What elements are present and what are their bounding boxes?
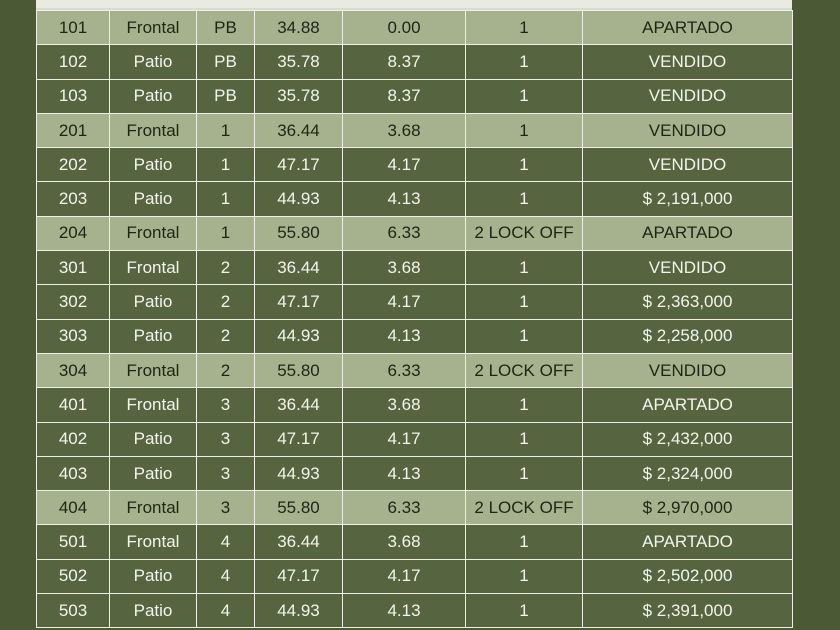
cell-unit-number: 402 <box>37 422 110 456</box>
cell-interior-area: 55.80 <box>255 216 343 250</box>
cell-exterior-area: 6.33 <box>343 491 466 525</box>
cell-configuration: 1 <box>466 182 583 216</box>
cell-price-status: $ 2,432,000 <box>583 422 793 456</box>
cell-unit-number: 101 <box>37 11 110 45</box>
table-row <box>37 251 793 285</box>
cell-level: 4 <box>197 559 255 593</box>
table-row <box>37 11 793 45</box>
cell-unit-number: 202 <box>37 148 110 182</box>
cell-orientation: Patio <box>110 45 197 79</box>
table-row <box>37 456 793 490</box>
cell-interior-area: 35.78 <box>255 45 343 79</box>
cell-unit-number: 404 <box>37 491 110 525</box>
cell-price-status: $ 2,502,000 <box>583 559 793 593</box>
cell-orientation: Patio <box>110 285 197 319</box>
cell-interior-area: 47.17 <box>255 285 343 319</box>
cell-configuration: 1 <box>466 148 583 182</box>
cell-orientation: Patio <box>110 182 197 216</box>
cell-configuration: 2 LOCK OFF <box>466 216 583 250</box>
cell-configuration: 1 <box>466 388 583 422</box>
cell-exterior-area: 6.33 <box>343 216 466 250</box>
cell-exterior-area: 4.17 <box>343 559 466 593</box>
cell-interior-area: 55.80 <box>255 491 343 525</box>
cell-unit-number: 301 <box>37 251 110 285</box>
cell-price-status: VENDIDO <box>583 353 793 387</box>
table-row <box>37 216 793 250</box>
cell-interior-area: 44.93 <box>255 456 343 490</box>
table-row <box>37 148 793 182</box>
cell-exterior-area: 3.68 <box>343 113 466 147</box>
cell-exterior-area: 4.13 <box>343 319 466 353</box>
cell-exterior-area: 4.13 <box>343 594 466 628</box>
cell-orientation: Frontal <box>110 11 197 45</box>
cell-orientation: Frontal <box>110 353 197 387</box>
cell-interior-area: 34.88 <box>255 11 343 45</box>
cell-orientation: Patio <box>110 79 197 113</box>
cell-level: 3 <box>197 422 255 456</box>
cell-level: 3 <box>197 456 255 490</box>
cell-price-status: $ 2,363,000 <box>583 285 793 319</box>
cell-interior-area: 36.44 <box>255 113 343 147</box>
cell-level: PB <box>197 45 255 79</box>
cell-orientation: Frontal <box>110 251 197 285</box>
cell-level: 2 <box>197 319 255 353</box>
cell-level: 1 <box>197 113 255 147</box>
cell-interior-area: 44.93 <box>255 319 343 353</box>
cell-configuration: 1 <box>466 319 583 353</box>
cell-orientation: Patio <box>110 594 197 628</box>
cell-unit-number: 304 <box>37 353 110 387</box>
cell-configuration: 1 <box>466 113 583 147</box>
cell-interior-area: 36.44 <box>255 388 343 422</box>
table-row <box>37 422 793 456</box>
cell-configuration: 1 <box>466 11 583 45</box>
table-row <box>37 285 793 319</box>
cell-configuration: 1 <box>466 251 583 285</box>
table-row <box>37 182 793 216</box>
cell-price-status: VENDIDO <box>583 251 793 285</box>
cell-interior-area: 47.17 <box>255 559 343 593</box>
cell-exterior-area: 4.13 <box>343 182 466 216</box>
cell-level: 4 <box>197 594 255 628</box>
cell-level: PB <box>197 11 255 45</box>
cell-price-status: VENDIDO <box>583 79 793 113</box>
cell-unit-number: 503 <box>37 594 110 628</box>
table-row <box>37 559 793 593</box>
cell-configuration: 1 <box>466 79 583 113</box>
cell-price-status: APARTADO <box>583 216 793 250</box>
cell-unit-number: 203 <box>37 182 110 216</box>
table-row <box>37 79 793 113</box>
cell-configuration: 1 <box>466 422 583 456</box>
cell-price-status: VENDIDO <box>583 45 793 79</box>
cell-orientation: Patio <box>110 456 197 490</box>
cell-price-status: VENDIDO <box>583 113 793 147</box>
table-row <box>37 319 793 353</box>
cell-interior-area: 47.17 <box>255 422 343 456</box>
cell-orientation: Patio <box>110 422 197 456</box>
cell-configuration: 2 LOCK OFF <box>466 353 583 387</box>
cell-exterior-area: 8.37 <box>343 79 466 113</box>
cell-configuration: 1 <box>466 285 583 319</box>
cell-price-status: $ 2,970,000 <box>583 491 793 525</box>
cell-configuration: 1 <box>466 559 583 593</box>
cell-interior-area: 55.80 <box>255 353 343 387</box>
cell-interior-area: 36.44 <box>255 251 343 285</box>
cell-level: 1 <box>197 216 255 250</box>
cell-price-status: $ 2,191,000 <box>583 182 793 216</box>
cell-orientation: Patio <box>110 559 197 593</box>
cell-unit-number: 102 <box>37 45 110 79</box>
cell-level: 3 <box>197 491 255 525</box>
cell-interior-area: 35.78 <box>255 79 343 113</box>
cell-level: 2 <box>197 353 255 387</box>
cell-exterior-area: 3.68 <box>343 251 466 285</box>
cell-configuration: 1 <box>466 456 583 490</box>
table-row <box>37 353 793 387</box>
cell-exterior-area: 3.68 <box>343 525 466 559</box>
cell-orientation: Frontal <box>110 216 197 250</box>
cell-unit-number: 204 <box>37 216 110 250</box>
cell-orientation: Frontal <box>110 388 197 422</box>
cell-level: 1 <box>197 182 255 216</box>
cell-interior-area: 47.17 <box>255 148 343 182</box>
cell-unit-number: 103 <box>37 79 110 113</box>
table-row <box>37 594 793 628</box>
cell-level: 2 <box>197 285 255 319</box>
cell-orientation: Patio <box>110 148 197 182</box>
table-row <box>37 45 793 79</box>
cell-interior-area: 44.93 <box>255 182 343 216</box>
units-table-container <box>36 0 792 628</box>
cell-unit-number: 501 <box>37 525 110 559</box>
cell-configuration: 2 LOCK OFF <box>466 491 583 525</box>
cell-price-status: APARTADO <box>583 525 793 559</box>
cell-level: 3 <box>197 388 255 422</box>
cell-price-status: $ 2,258,000 <box>583 319 793 353</box>
cell-unit-number: 403 <box>37 456 110 490</box>
cell-price-status: APARTADO <box>583 388 793 422</box>
cell-configuration: 1 <box>466 45 583 79</box>
cell-price-status: $ 2,391,000 <box>583 594 793 628</box>
cell-orientation: Frontal <box>110 113 197 147</box>
cell-price-status: $ 2,324,000 <box>583 456 793 490</box>
cell-interior-area: 36.44 <box>255 525 343 559</box>
cell-exterior-area: 4.17 <box>343 285 466 319</box>
cell-orientation: Patio <box>110 319 197 353</box>
table-row <box>37 388 793 422</box>
cell-exterior-area: 4.17 <box>343 422 466 456</box>
cell-level: PB <box>197 79 255 113</box>
cell-level: 2 <box>197 251 255 285</box>
cell-exterior-area: 3.68 <box>343 388 466 422</box>
units-table <box>36 10 793 628</box>
cell-exterior-area: 0.00 <box>343 11 466 45</box>
cell-interior-area: 44.93 <box>255 594 343 628</box>
cell-exterior-area: 6.33 <box>343 353 466 387</box>
table-header-band <box>36 0 792 10</box>
table-row <box>37 113 793 147</box>
cell-unit-number: 401 <box>37 388 110 422</box>
cell-unit-number: 302 <box>37 285 110 319</box>
cell-unit-number: 201 <box>37 113 110 147</box>
cell-exterior-area: 4.17 <box>343 148 466 182</box>
cell-level: 1 <box>197 148 255 182</box>
cell-price-status: APARTADO <box>583 11 793 45</box>
cell-unit-number: 303 <box>37 319 110 353</box>
cell-orientation: Frontal <box>110 491 197 525</box>
cell-orientation: Frontal <box>110 525 197 559</box>
cell-configuration: 1 <box>466 525 583 559</box>
cell-configuration: 1 <box>466 594 583 628</box>
cell-exterior-area: 4.13 <box>343 456 466 490</box>
table-row <box>37 525 793 559</box>
cell-level: 4 <box>197 525 255 559</box>
cell-price-status: VENDIDO <box>583 148 793 182</box>
cell-exterior-area: 8.37 <box>343 45 466 79</box>
units-table-body <box>37 11 793 628</box>
table-row <box>37 491 793 525</box>
cell-unit-number: 502 <box>37 559 110 593</box>
